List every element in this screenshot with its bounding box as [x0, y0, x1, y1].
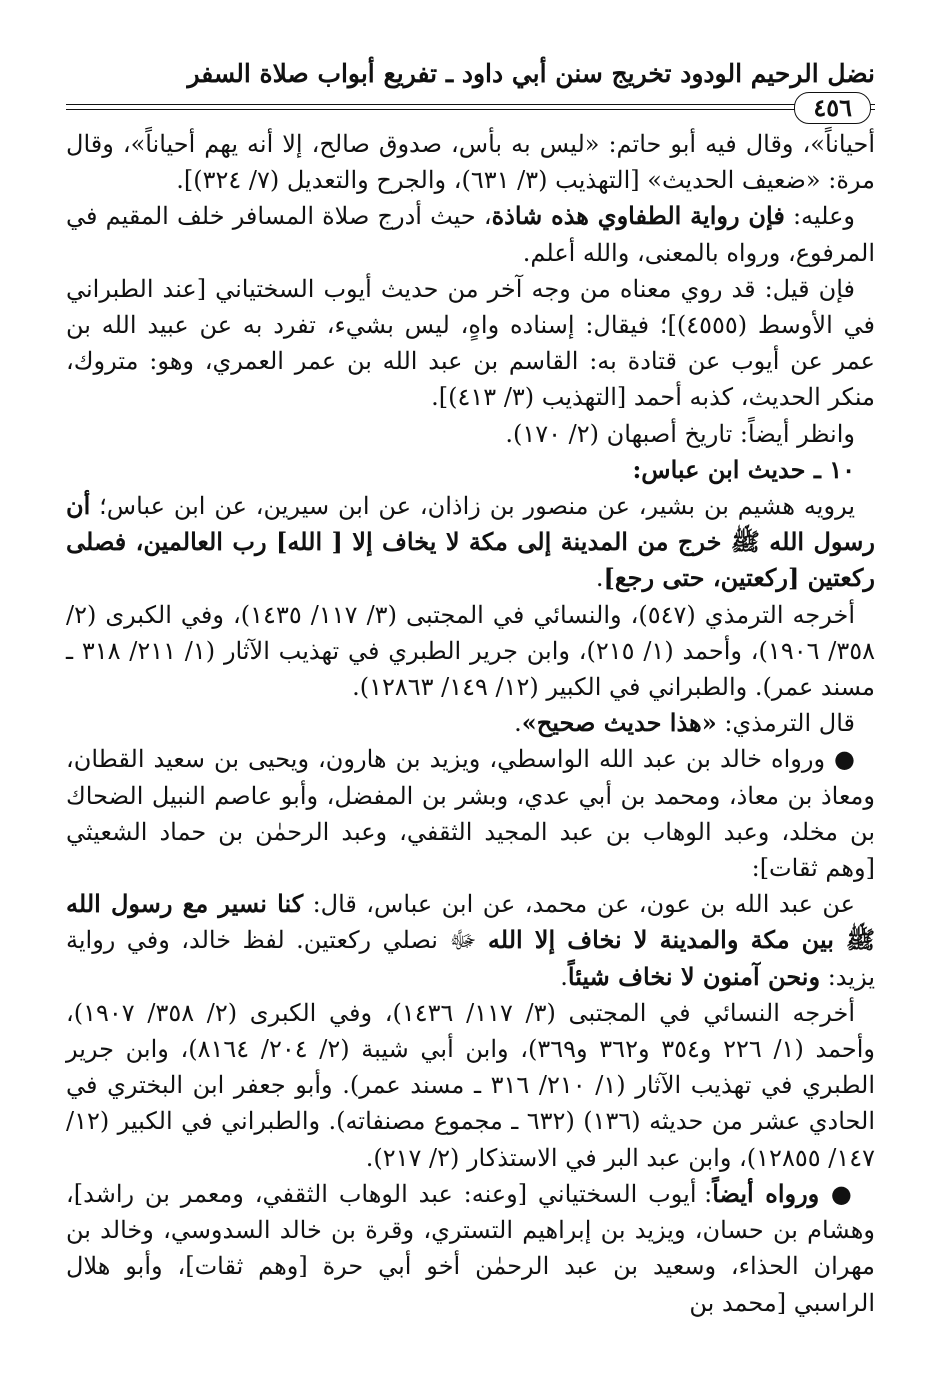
page-body — [66, 126, 875, 1321]
text-run: عن عبد الله بن عون، عن محمد، عن ابن عباس، قال: — [303, 890, 856, 919]
text-run: . — [560, 962, 568, 991]
body-paragraph — [66, 126, 875, 198]
text-run: : أيوب السختياني [وعنه: عبد الوهاب الثقفي، ومعمر بن راشد]، وهشام بن حسان، ويزيد بن إبراهيم التستري، وقرة بن خالد السدوسي، وخالد بن مهران الحذاء، وسعيد بن عبد الرحمٰن أخو أبي حرة [وهم ثقات]، وأبو هلال الراسبي [محمد بن — [66, 1179, 875, 1317]
text-run: أخرجه النسائي في المجتبى (٣/ ١١٧/ ١٤٣٦)، وفي الكبرى (٢/ ٣٥٨/ ١٩٠٧)، وأحمد (١/ ٢٢٦ و٣٥٤ و٣٦٢ و٣٦٩)، وابن أبي شيبة (٢/ ٢٠٤/ ٨١٦٤)، وابن جرير الطبري في تهذيب الآثار (١/ ٢١٠/ ٣١٦ ـ مسند عمر). وأبو جعفر ابن البختري في الحادي عشر من حديثه (١٣٦) (٦٣٢ ـ مجموع مصنفاته). والطبراني في الكبير (١٢/ ١٤٧/ ١٢٨٥٥)، وابن عبد البر في الاستذكار (٢/ ٢١٧). — [66, 998, 876, 1172]
header-rule — [66, 92, 875, 128]
text-run: . — [595, 564, 604, 593]
text-run: أحياناً»، وقال فيه أبو حاتم: «ليس به بأس، صدوق صالح، إلا أنه يهم أحياناً»، وقال مرة: «ضعيف الحديث» [التهذيب (٣/ ٦٣١)، والجرح والتعديل (٧/ ٣٢٤)]. — [66, 130, 875, 195]
body-paragraph — [66, 741, 875, 886]
body-paragraph — [66, 1176, 875, 1321]
page-number: ٤٥٦ — [794, 92, 871, 124]
bold-text-run: كنا نسير مع رسول الله ﷺ بين مكة والمدينة لا نخاف إلا الله — [66, 889, 875, 955]
bold-text-run: أن رسول الله ﷺ خرج من المدينة إلى مكة لا يخاف إلا [ الله] رب العالمين، فصلى ركعتين [ركعتين، حتى رجع] — [66, 491, 875, 593]
text-run: . — [514, 709, 522, 738]
text-run: وعليه: — [784, 202, 856, 231]
body-paragraph — [66, 452, 875, 488]
body-paragraph — [66, 995, 875, 1176]
text-run: فإن قيل: قد روي معناه من وجه آخر من حديث أيوب السختياني [عند الطبراني في الأوسط (٤٥٥٥)]؛ فيقال: إسناده واهٍ، ليس بشيء، تفرد به عن عبيد الله بن عمر عن أيوب عن قتادة به: القاسم بن عبد الله بن عمر العمري، وهو: متروك، منكر الحديث، كذبه أحمد [التهذيب (٣/ ٤١٣)]. — [66, 274, 875, 412]
body-paragraph — [66, 705, 875, 741]
text-run: وانظر أيضاً: تاريخ أصبهان (٢/ ١٧٠). — [505, 419, 855, 448]
text-run: أخرجه الترمذي (٥٤٧)، والنسائي في المجتبى (٣/ ١١٧/ ١٤٣٥)، وفي الكبرى (٢/ ٣٥٨/ ١٩٠٦)، وأحمد (١/ ٢١٥)، وابن جرير الطبري في تهذيب الآثار (١/ ٢١١/ ٣١٨ ـ مسند عمر). والطبراني في الكبير (١٢/ ١٤٩/ ١٢٨٦٣). — [66, 600, 876, 702]
running-title: نضل الرحيم الودود تخريج سنن أبي داود ـ تفريع أبواب صلاة السفر — [187, 59, 875, 88]
bold-text-run: ١٠ ـ حديث ابن عباس: — [632, 454, 855, 484]
body-paragraph — [66, 886, 875, 995]
header-rule-line — [66, 104, 875, 105]
text-run: يرويه هشيم بن بشير، عن منصور بن زاذان، عن ابن سيرين، عن ابن عباس؛ — [90, 492, 855, 521]
text-run: ● ورواه خالد بن عبد الله الواسطي، ويزيد بن هارون، ويحيى بن سعيد القطان، ومعاذ بن معاذ، ومحمد بن أبي عدي، وبشر بن المفضل، وأبو عاصم النبيل الضحاك بن مخلد، وعبد الوهاب بن عبد المجيد الثقفي، وعبد الرحمٰن بن حماد الشعيثي [وهم ثقات]: — [66, 745, 876, 883]
bold-text-run: ونحن آمنون لا نخاف شيئاً — [567, 961, 821, 991]
page-header — [66, 58, 875, 128]
text-run: ﷻ نصلي ركعتين. لفظ خالد، وفي رواية يزيد: — [66, 926, 875, 991]
body-paragraph — [66, 488, 875, 597]
body-paragraph — [66, 271, 875, 416]
body-paragraph — [66, 198, 875, 270]
body-paragraph — [66, 597, 875, 706]
body-paragraph — [66, 416, 875, 452]
header-rule-line — [66, 109, 875, 110]
bold-text-run: فإن رواية الطفاوي هذه شاذة — [491, 201, 785, 231]
bold-text-run: «هذا حديث صحيح» — [521, 708, 717, 738]
text-run: قال الترمذي: — [716, 709, 855, 738]
bold-text-run: ● ورواه أيضاً — [712, 1178, 856, 1208]
text-run: ، حيث أدرج صلاة المسافر خلف المقيم في المرفوع، ورواه بالمعنى، والله أعلم. — [66, 202, 875, 267]
